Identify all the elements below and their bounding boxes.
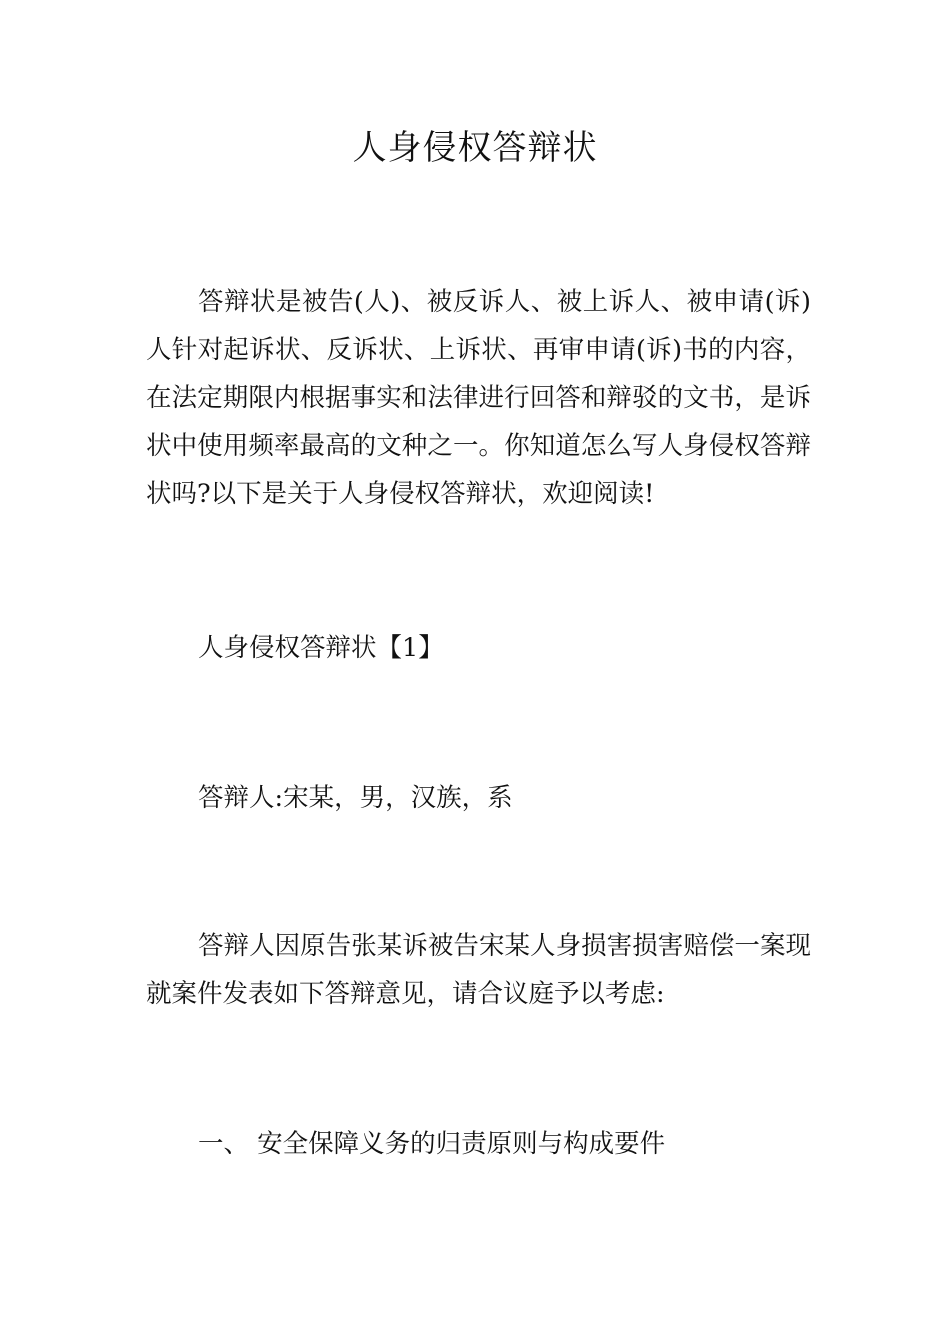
document-title: 人身侵权答辩状	[352, 128, 598, 168]
point-one-heading: 一、 安全保障义务的归责原则与构成要件	[198, 1129, 666, 1159]
section-heading: 人身侵权答辩状【1】	[198, 633, 444, 663]
statement-paragraph: 答辩人因原告张某诉被告宋某人身损害损害赔偿一案现就案件发表如下答辩意见，请合议庭予以考虑:	[146, 931, 811, 1009]
intro-paragraph: 答辩状是被告(人)、被反诉人、被上诉人、被申请(诉)人针对起诉状、反诉状、上诉状、再审申请(诉)书的内容，在法定期限内根据事实和法律进行回答和辩驳的文书，是诉状中使用频率最高的文种之一。你知道怎么写人身侵权答辩状吗?以下是关于人身侵权答辩状，欢迎阅读!	[146, 287, 811, 509]
respondent-line: 答辩人:宋某，男，汉族，系	[198, 783, 513, 813]
